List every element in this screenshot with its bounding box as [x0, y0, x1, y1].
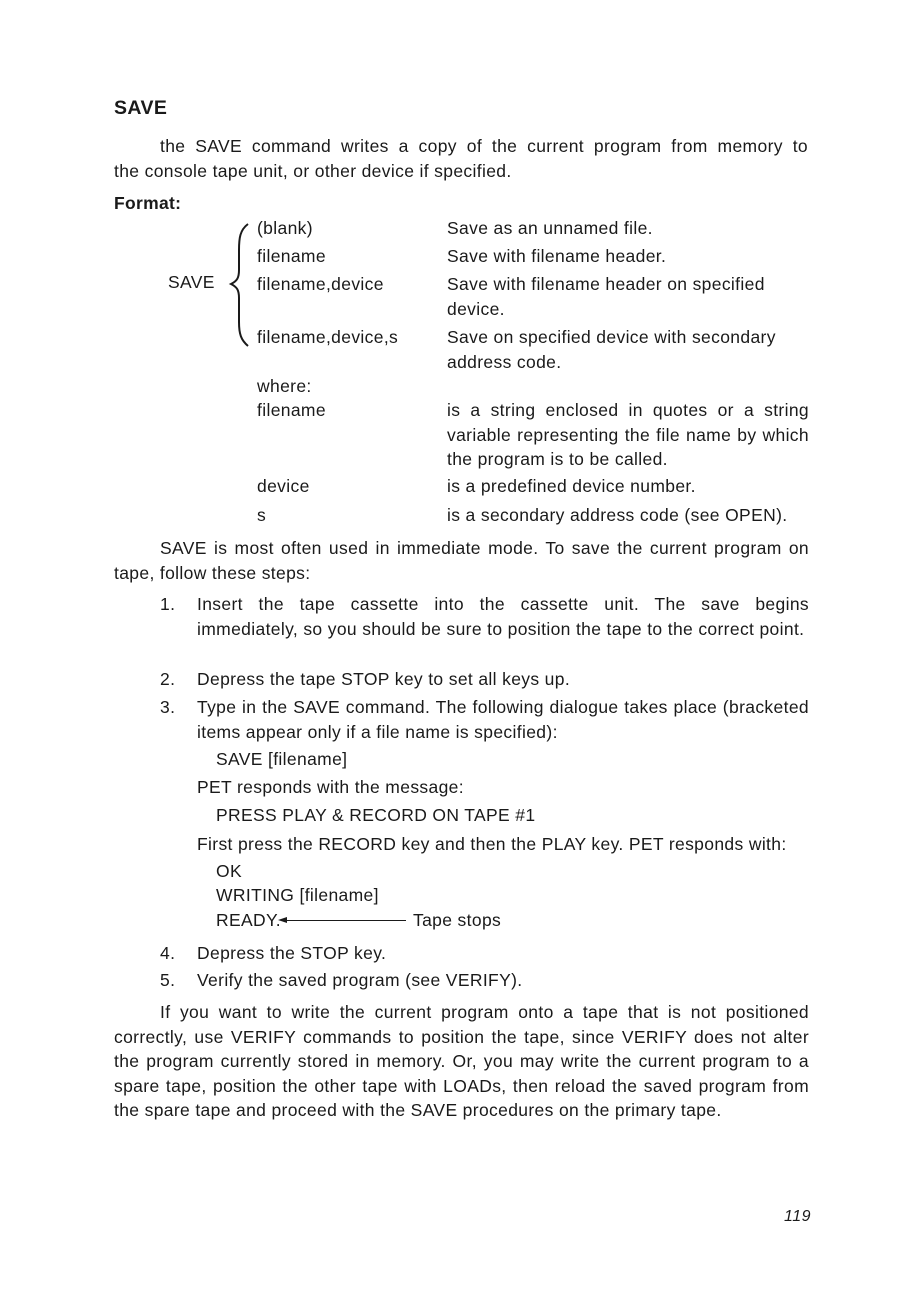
step-number: 1.	[160, 594, 176, 614]
param-description: is a secondary address code (see OPEN).	[447, 505, 788, 525]
dialogue-tape-stops: Tape stops	[413, 910, 502, 930]
option-syntax: (blank)	[257, 218, 313, 238]
dialogue-first-press: First press the RECORD key and then the PLAY key. PET responds with:	[197, 834, 787, 854]
step-text: Insert the tape cassette into the cassette unit. The save begins immediately, so you should be sure to position the tape to the correct point.	[197, 594, 809, 639]
param-name: s	[257, 505, 267, 525]
dialogue-ok: OK	[216, 861, 242, 881]
section-title: SAVE	[114, 97, 168, 119]
option-description: Save on specified device with secondary address code.	[447, 327, 776, 372]
where-label: where:	[257, 376, 312, 396]
step-text: Verify the saved program (see VERIFY).	[197, 970, 523, 990]
option-syntax: filename,device,s	[257, 327, 399, 347]
step-number: 3.	[160, 697, 176, 717]
format-keyword: SAVE	[168, 272, 215, 292]
step-number: 2.	[160, 669, 176, 689]
step-number: 5.	[160, 970, 176, 990]
param-name: device	[257, 476, 310, 496]
step-number: 4.	[160, 943, 176, 963]
dialogue-command: SAVE [filename]	[216, 749, 348, 769]
page-number: 119	[784, 1208, 812, 1225]
intro-line-2: the console tape unit, or other device if specified.	[114, 161, 512, 181]
intro-line-1: the SAVE command writes a copy of the current program from memory to	[160, 136, 808, 156]
closing-paragraph: If you want to write the current program onto a tape that is not positioned correctly, use VERIFY commands to position the tape, since VERIFY does not alter the program currently stored in memory. Or, you may write the current program to a spare tape, position the other tape with LOADs, then reload the saved program from the spare tape and proceed with the SAVE procedures on the primary tape.	[114, 1002, 809, 1120]
dialogue-ready: READY.	[216, 910, 281, 930]
dialogue-message: PRESS PLAY & RECORD ON TAPE #1	[216, 805, 536, 825]
curly-brace-icon	[228, 218, 252, 348]
dialogue-pet-responds: PET responds with the message:	[197, 777, 464, 797]
param-description: is a predefined device number.	[447, 476, 696, 496]
step-text: Depress the tape STOP key to set all keys up.	[197, 669, 571, 689]
option-description: Save with filename header.	[447, 246, 667, 266]
option-description: Save with filename header on specified device.	[447, 274, 765, 319]
option-syntax: filename	[257, 246, 326, 266]
arrow-line	[285, 920, 406, 921]
option-description: Save as an unnamed file.	[447, 218, 653, 238]
param-name: filename	[257, 400, 326, 420]
format-label: Format:	[114, 193, 182, 213]
param-description: is a string enclosed in quotes or a string variable representing the file name by which the program is to be called.	[447, 400, 809, 469]
dialogue-writing: WRITING [filename]	[216, 885, 379, 905]
step-text: Type in the SAVE command. The following dialogue takes place (bracketed items appear only if a file name is specified):	[197, 697, 809, 742]
step-text: Depress the STOP key.	[197, 943, 387, 963]
option-syntax: filename,device	[257, 274, 384, 294]
immediate-paragraph: SAVE is most often used in immediate mode. To save the current program on tape, follow these steps:	[114, 538, 809, 583]
